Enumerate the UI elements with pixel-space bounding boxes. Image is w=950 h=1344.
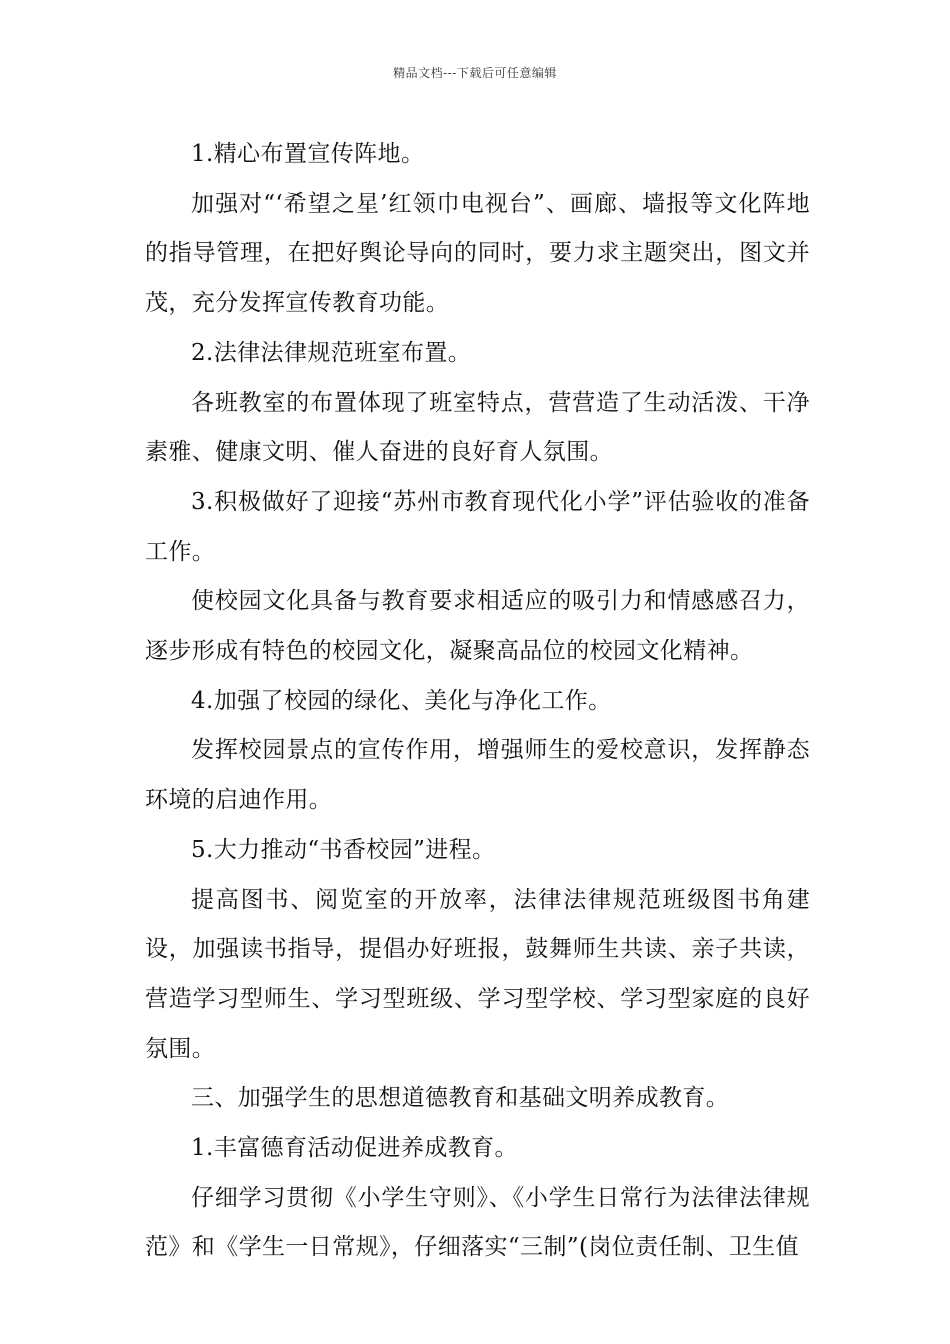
paragraph-6: 使校园文化具备与教育要求相适应的吸引力和情感感召力，逐步形成有特色的校园文化，凝聚高品位的校园文化精神。 bbox=[145, 588, 810, 665]
paragraph-3: 2.法律法律规范班室布置。 bbox=[191, 339, 472, 366]
paragraph-11: 三、加强学生的思想道德教育和基础文明养成教育。 bbox=[191, 1085, 730, 1112]
paragraph-2: 加强对“‘希望之星’红领巾电视台”、画廊、墙报等文化阵地的指导管理，在把好舆论导向的同时，要力求主题突出，图文并茂，充分发挥宣传教育功能。 bbox=[145, 190, 810, 317]
paragraph-5: 3.积极做好了迎接“苏州市教育现代化小学”评估验收的准备工作。 bbox=[145, 488, 810, 565]
paragraph-10: 提高图书、阅览室的开放率，法律法律规范班级图书角建设，加强读书指导，提倡办好班报，鼓舞师生共读、亲子共读，营造学习型师生、学习型班级、学习型学校、学习型家庭的良好氛围。 bbox=[145, 886, 810, 1062]
document-body bbox=[145, 130, 810, 1273]
paragraph-1: 1.精心布置宣传阵地。 bbox=[191, 141, 425, 167]
paragraph-12: 1.丰富德育活动促进养成教育。 bbox=[191, 1135, 518, 1162]
paragraph-7: 4.加强了校园的绿化、美化与净化工作。 bbox=[191, 687, 612, 714]
paragraph-13: 仔细学习贯彻《小学生守则》、《小学生日常行为法律法律规范》和《学生一日常规》，仔细落实“三制”(岗位责任制、卫生值 bbox=[145, 1184, 810, 1261]
page-header: 精品文档---下载后可任意编辑 bbox=[393, 66, 557, 80]
paragraph-9: 5.大力推动“书香校园”进程。 bbox=[191, 836, 496, 863]
paragraph-8: 发挥校园景点的宣传作用，增强师生的爱校意识，发挥静态环境的启迪作用。 bbox=[145, 737, 810, 814]
paragraph-4: 各班教室的布置体现了班室特点，营营造了生动活泼、干净素雅、健康文明、催人奋进的良好育人氛围。 bbox=[145, 389, 810, 466]
